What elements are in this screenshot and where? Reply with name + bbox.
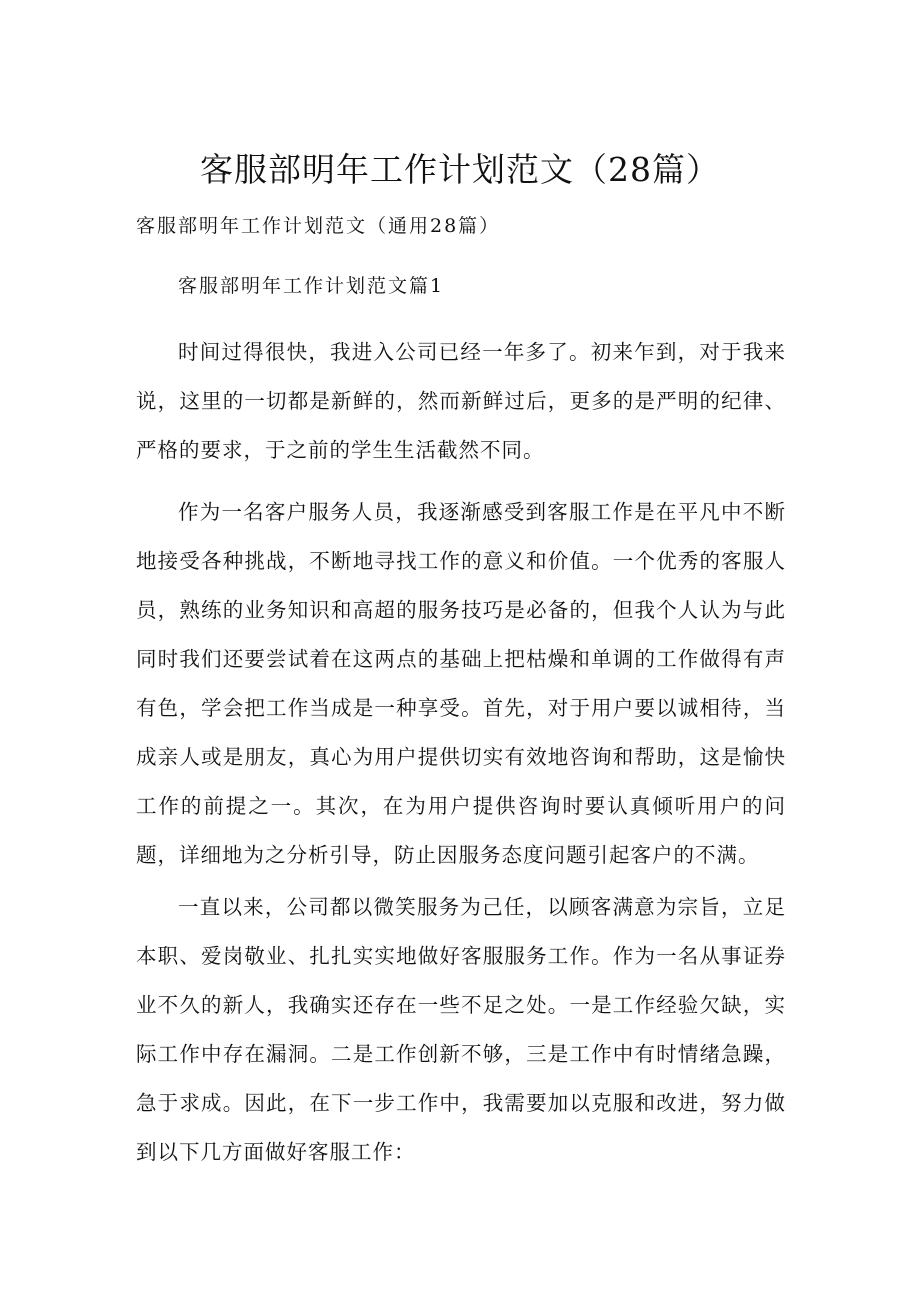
document-title: 客服部明年工作计划范文（28篇）: [200, 150, 720, 189]
paragraph-2: 作为一名客户服务人员，我逐渐感受到客服工作是在平凡中不断地接受各种挑战，不断地寻找工作的意义和价值。一个优秀的客服人员，熟练的业务知识和高超的服务技巧是必备的，但我个人认为与此同时我们还要尝试着在这两点的基础上把枯燥和单调的工作做得有声有色，学会把工作当成是一种享受。首先，对于用户要以诚相待，当成亲人或是朋友，真心为用户提供切实有效地咨询和帮助，这是愉快工作的前提之一。其次，在为用户提供咨询时要认真倾听用户的问题，详细地为之分析引导，防止因服务态度问题引起客户的不满。: [136, 500, 786, 867]
document-subtitle: 客服部明年工作计划范文（通用28篇）: [136, 215, 501, 237]
paragraph-1: 时间过得很快，我进入公司已经一年多了。初来乍到，对于我来说，这里的一切都是新鲜的，然而新鲜过后，更多的是严明的纪律、严格的要求，于之前的学生生活截然不同。: [136, 340, 786, 462]
paragraph-3: 一直以来，公司都以微笑服务为己任，以顾客满意为宗旨，立足本职、爱岗敬业、扎扎实实地做好客服服务工作。作为一名从事证券业不久的新人，我确实还存在一些不足之处。一是工作经验欠缺，实际工作中存在漏洞。二是工作创新不够，三是工作中有时情绪急躁，急于求成。因此，在下一步工作中，我需要加以克服和改进，努力做到以下几方面做好客服工作：: [136, 895, 786, 1164]
section-heading: 客服部明年工作计划范文篇1: [178, 275, 445, 297]
